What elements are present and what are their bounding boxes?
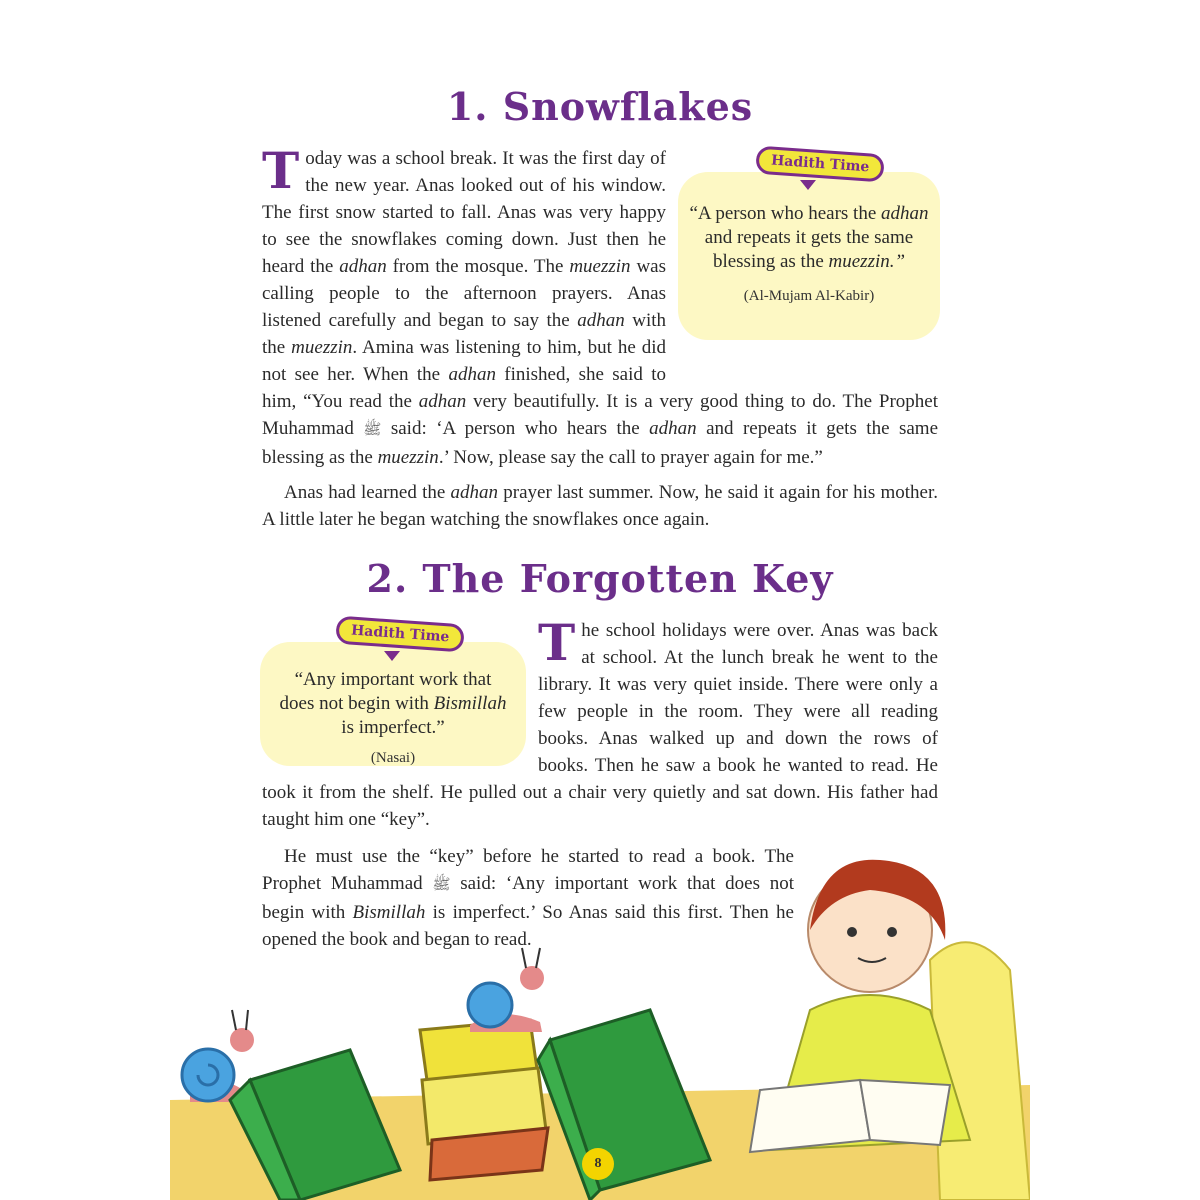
- page-number: 8: [582, 1148, 614, 1180]
- hadith-source-2: (Nasai): [370, 750, 416, 766]
- hadith-quote-1: “A person who hears the adhan and repeats it gets the same blessing as the muezzin.”: [689, 203, 929, 272]
- salawat-glyph: ﷺ: [363, 422, 382, 438]
- open-book: [750, 1080, 950, 1152]
- hadith-time-badge-2: Hadith Time: [335, 616, 465, 653]
- story1-paragraph-2: Anas had learned the adhan prayer last summer. Now, he said it again for his mother. A little later he began watching the snowflakes once again.: [262, 482, 938, 530]
- dropcap: T: [538, 613, 576, 672]
- story-title-snowflakes: 1. Snowflakes: [446, 84, 754, 129]
- float-spacer: [666, 145, 938, 365]
- story2-paragraph-1: The school holidays were over. Anas was back at school. At the lunch break he went to the library. It was very quiet inside. There were only a few people in the room. They were all reading books. Anas walked up and down the rows of books. Then he saw a book he wanted to read. He took it from the shelf. He pulled out a chair very quietly and sat down. His father had taught him one “key”.: [262, 613, 938, 830]
- salawat-glyph: ﷺ: [432, 877, 451, 893]
- hadith-source-1: (Al-Mujam Al-Kabir): [743, 288, 875, 304]
- story-title-forgotten-key: 2. The Forgotten Key: [366, 556, 834, 601]
- yellow-book-stack: [420, 1020, 548, 1180]
- hadith-quote-2: “Any important work that does not begin with Bismillah is imperfect.”: [279, 669, 507, 738]
- hadith-time-badge-1: Hadith Time: [755, 146, 885, 183]
- reading-boy-illustration: [170, 840, 1030, 1200]
- snail-middle-icon: [468, 948, 544, 1032]
- story2-paragraph-2: He must use the “key” before he started to read a book. The Prophet Muhammad ﷺ said: ‘Any important work that does not begin with Bismillah is imperfect.’ So Anas said this first. Then he opened the book and began to read.: [262, 846, 794, 950]
- dropcap: T: [262, 141, 300, 200]
- float-spacer: [262, 617, 538, 775]
- story1-paragraph-1: Today was a school break. It was the first day of the new year. Anas looked out of his window. The first snow started to fall. Anas was very happy to see the snowflakes coming down. Just then he heard the adhan from the mosque. The muezzin was calling people to the afternoon prayers. Anas listened carefully and began to say the adhan with the muezzin. Amina was listening to him, but he did not see her. When the adhan finished, she said to him, “You read the adhan very beautifully. It is a very good thing to do. The Prophet Muhammad ﷺ said: ‘A person who hears the adhan and repeats it gets the same blessing as the muezzin.’ Now, please say the call to prayer again for me.”: [262, 141, 939, 468]
